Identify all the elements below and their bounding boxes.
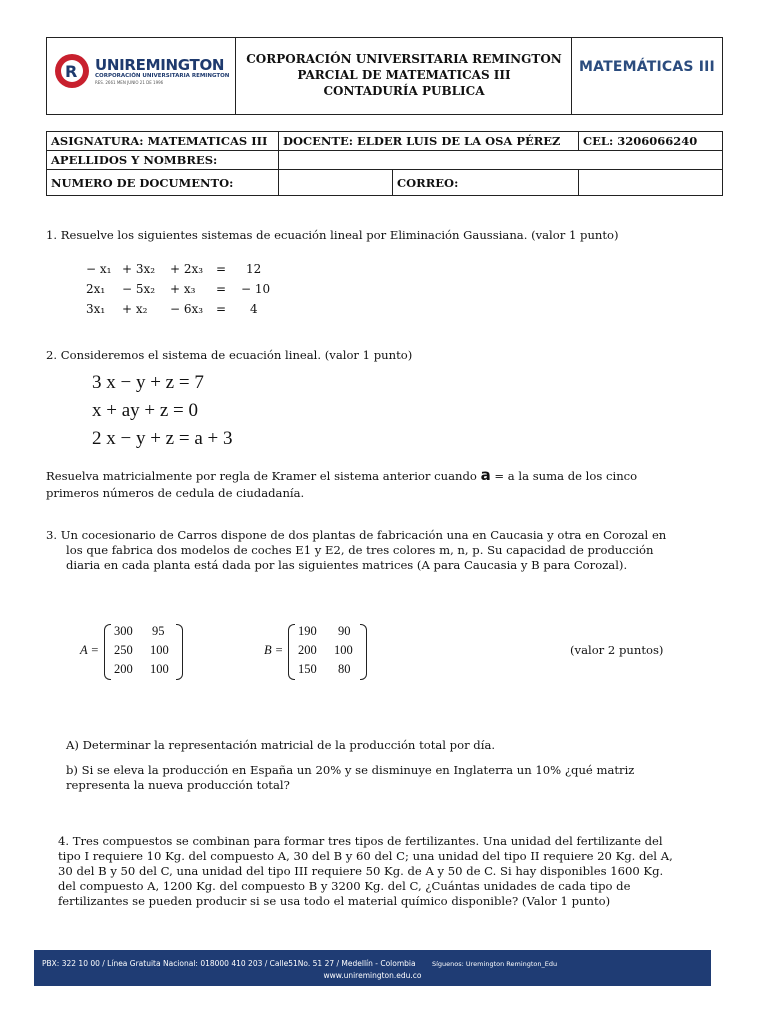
q1-equals: = <box>216 302 227 316</box>
logo-resolution: RES. 2661 MEN JUNIO 21 DE 1996 <box>95 80 164 85</box>
matrix-cell: 100 <box>150 643 169 657</box>
q1-equals: = <box>216 282 227 296</box>
question-3-line: los que fabrica dos modelos de coches E1 y E2, de tres colores m, n, p. Su capacidad de producción <box>66 543 654 557</box>
question-2-text: 2. Consideremos el sistema de ecuación lineal. (valor 1 punto) <box>46 348 413 362</box>
q1-term: + 3x₂ <box>122 262 156 276</box>
correo-label: CORREO: <box>393 170 579 196</box>
matrix-b-label: B = <box>264 643 284 657</box>
footer-website[interactable]: www.uniremington.edu.co <box>323 971 422 980</box>
logo-subtitle: CORPORACIÓN UNIVERSITARIA REMINGTON <box>95 73 230 79</box>
matrix-a-label: A = <box>80 643 99 657</box>
question-4-line: del compuesto A, 1200 Kg. del compuesto B y 3200 Kg. del C, ¿Cuántas unidades de cada tipo de <box>58 879 631 893</box>
cel-cell: CEL: 3206066240 <box>579 132 723 151</box>
q1-term: − 5x₂ <box>122 282 156 296</box>
q1-term: + 2x₃ <box>170 262 204 276</box>
matrix-cell: 300 <box>114 624 133 638</box>
question-4-line: fertilizantes se pueden producir si se usa todo el material químico disponible? (Valor 1 punto) <box>58 894 611 908</box>
correo-field[interactable] <box>579 170 723 196</box>
matrix-cell: 190 <box>298 624 317 638</box>
q1-term: + x₃ <box>170 282 196 296</box>
footer-bar <box>34 950 711 986</box>
q2-equation-3: 2 x − y + z = a + 3 <box>92 428 233 449</box>
matrix-cell: 250 <box>114 643 133 657</box>
q2-instruction-part: = a la suma de los cinco <box>494 469 638 483</box>
q1-term: 3x₁ <box>86 302 106 316</box>
matrix-bracket <box>104 624 111 680</box>
q2-equation-1: 3 x − y + z = 7 <box>92 372 204 393</box>
q1-term: + x₂ <box>122 302 148 316</box>
question-3-line: 3. Un cocesionario de Carros dispone de dos plantas de fabricación una en Caucasia y otra en Corozal en <box>46 528 667 542</box>
q1-term: − 10 <box>241 282 271 296</box>
header-title <box>236 51 572 99</box>
svg-text:R: R <box>65 62 78 81</box>
matrix-cell: 95 <box>152 624 165 638</box>
matrix-bracket <box>288 624 295 680</box>
matrix-cell: 80 <box>338 662 351 676</box>
logo-cell <box>47 38 236 114</box>
uniremington-logo-icon <box>53 52 91 90</box>
q3-part-a: A) Determinar la representación matricial de la producción total por día. <box>66 738 496 752</box>
q2-symbol-a: a <box>480 466 491 484</box>
header-title-line: PARCIAL DE MATEMATICAS III <box>297 68 511 82</box>
course-badge: MATEMÁTICAS III <box>579 59 715 75</box>
asignatura-cell: ASIGNATURA: MATEMATICAS III <box>47 132 279 151</box>
question-1-text: 1. Resuelve los siguientes sistemas de ecuación lineal por Eliminación Gaussiana. (valor 1 punto) <box>46 228 619 242</box>
matrix-cell: 200 <box>114 662 133 676</box>
q1-term: − 6x₃ <box>170 302 204 316</box>
header-title-line: CONTADURÍA PUBLICA <box>323 84 485 98</box>
q3-value: (valor 2 puntos) <box>570 643 664 657</box>
q2-instruction <box>46 468 637 485</box>
question-3-line: diaria en cada planta está dada por las siguientes matrices (A para Caucasia y B para Corozal). <box>66 558 628 572</box>
question-4-line: tipo I requiere 10 Kg. del compuesto A, 30 del B y 60 del C; una unidad del tipo II requiere 20 Kg. del A, <box>58 849 673 863</box>
q3-part-b: representa la nueva producción total? <box>66 778 290 792</box>
matrix-bracket <box>360 624 367 680</box>
q1-equation-system <box>86 262 286 322</box>
q1-term: 4 <box>250 302 258 316</box>
matrix-cell: 150 <box>298 662 317 676</box>
q3-part-b: b) Si se eleva la producción en España un 20% y se disminuye en Inglaterra un 10% ¿qué matriz <box>66 763 635 777</box>
q1-term: − x₁ <box>86 262 112 276</box>
question-4-line: 4. Tres compuestos se combinan para formar tres tipos de fertilizantes. Una unidad del fertilizante del <box>58 834 663 848</box>
header-title-line: CORPORACIÓN UNIVERSITARIA REMINGTON <box>246 52 562 66</box>
logo-name: UNIREMINGTON <box>95 56 225 74</box>
q1-term: 2x₁ <box>86 282 106 296</box>
q1-equals: = <box>216 262 227 276</box>
document-header <box>46 37 723 115</box>
matrix-cell: 90 <box>338 624 351 638</box>
matrix-cell: 200 <box>298 643 317 657</box>
footer-contact-text: PBX: 322 10 00 / Línea Gratuita Nacional: 018000 410 203 / Calle51No. 51 27 / Medellín - Colombia <box>42 959 416 968</box>
footer-social[interactable]: Síguenos: Uremington Remington_Edu <box>431 960 558 968</box>
student-info-table <box>46 131 723 196</box>
q2-instruction-line-2: primeros números de cedula de ciudadanía. <box>46 486 305 500</box>
matrix-cell: 100 <box>334 643 353 657</box>
matrix-b <box>264 622 374 682</box>
question-4-line: 30 del B y 50 del C, una unidad del tipo III requiere 50 Kg. de A y 50 de C. Si hay disponibles 1600 Kg. <box>58 864 664 878</box>
documento-field[interactable] <box>279 170 393 196</box>
q2-equation-2: x + ay + z = 0 <box>92 400 199 421</box>
documento-label: NUMERO DE DOCUMENTO: <box>47 170 279 196</box>
apellidos-field[interactable] <box>279 151 723 170</box>
q2-instruction-part: Resuelva matricialmente por regla de Kramer el sistema anterior cuando <box>46 469 477 483</box>
course-badge-cell <box>571 38 722 114</box>
matrix-cell: 100 <box>150 662 169 676</box>
apellidos-label: APELLIDOS Y NOMBRES: <box>47 151 279 170</box>
matrix-bracket <box>176 624 183 680</box>
matrix-a <box>80 622 190 682</box>
footer-contact <box>42 959 557 968</box>
docente-cell: DOCENTE: ELDER LUIS DE LA OSA PÉREZ <box>279 132 579 151</box>
q1-term: 12 <box>246 262 262 276</box>
